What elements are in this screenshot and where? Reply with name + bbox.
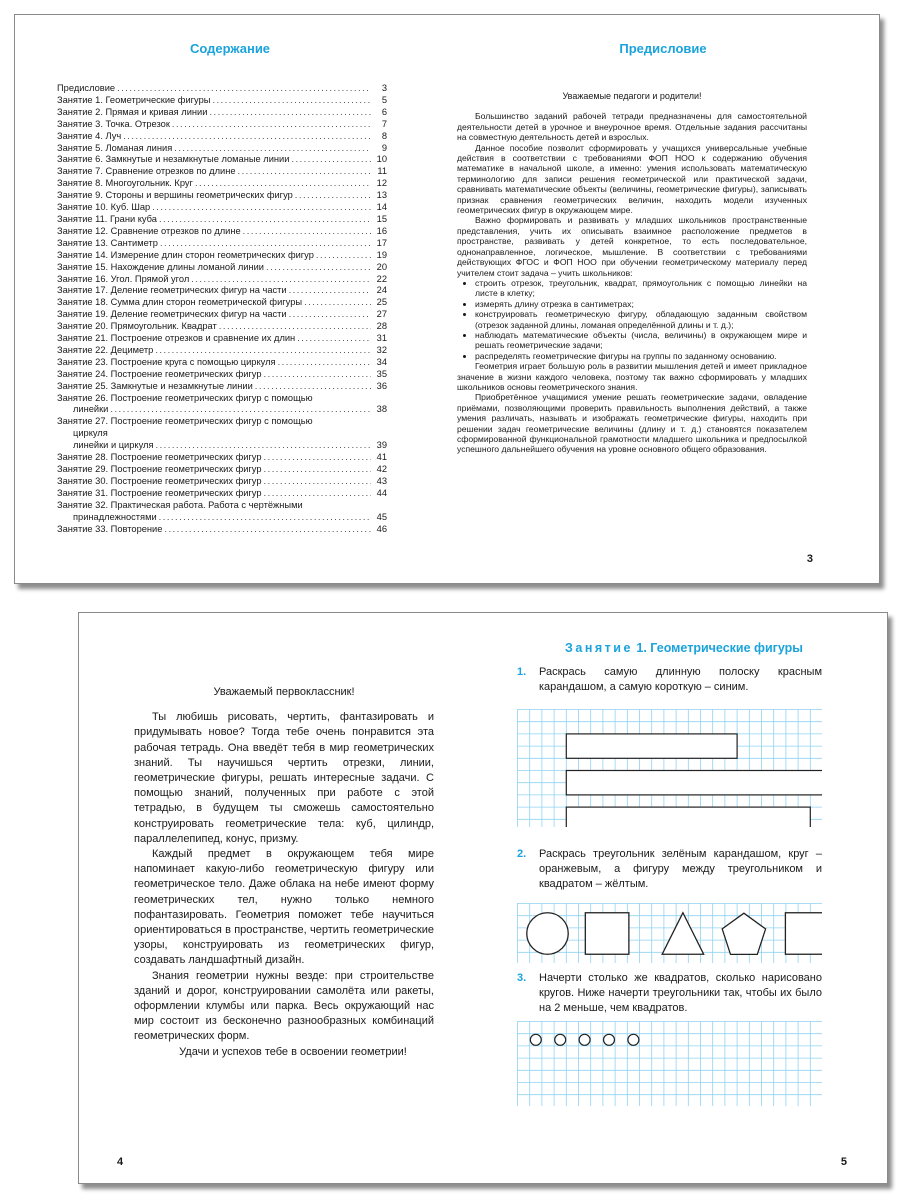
- preface-title: Предисловие: [619, 41, 707, 56]
- toc-entry: [57, 500, 387, 524]
- lesson-title-rest: 1. Геометрические фигуры: [632, 641, 803, 655]
- toc-entry-title: Занятие 5. Ломаная линия: [57, 142, 173, 153]
- toc-entry: [57, 154, 387, 166]
- toc-entry-title: Занятие 15. Нахождение длины ломаной линии: [57, 261, 264, 272]
- toc-entry: [57, 416, 387, 440]
- toc-leader-dots: [264, 488, 371, 500]
- toc-entry-title: Занятие 21. Построение отрезков и сравнение их длин: [57, 333, 296, 344]
- toc-entry: [57, 488, 387, 500]
- toc-entry: [57, 238, 387, 250]
- spread-contents-preface: [14, 14, 880, 584]
- toc-leader-dots: [291, 154, 371, 166]
- toc-entry-title: Занятие 32. Практическая работа. Работа с чертёжными: [57, 499, 303, 510]
- preface-paragraph: Приобретённое учащимися умение решать геометрические задачи, овладение приёмами, позволяющими проверить правильность выполнения действий, а также умения различать, называть и изображать геометрические фигуры, находить при решении задач геометрические величины (длину и т. д.) становятся показателем сформированной функциональной грамотности младшего школьника и предпосылкой успешного дальнейшего обучения на уровне основного общего образования.: [457, 392, 807, 455]
- toc-entry-page: 15: [376, 213, 387, 224]
- strip-1[interactable]: [566, 734, 737, 758]
- toc-entry-page: 39: [376, 440, 387, 451]
- toc-entry: [57, 190, 387, 202]
- page-number: 5: [840, 1156, 847, 1168]
- toc-entry: [57, 321, 387, 333]
- toc-entry-page: 6: [381, 106, 387, 117]
- preface-greeting: Уважаемые педагоги и родители!: [562, 91, 702, 101]
- task-text: Начерти столько же квадратов, сколько нарисовано кругов. Ниже начерти треугольники так, чтобы их было на 2 меньше, чем квадратов.: [539, 972, 822, 1014]
- toc-entry-page: 43: [376, 475, 387, 486]
- toc-entry-page: 46: [376, 523, 387, 534]
- toc-entry-title-cont: линейки и циркуля: [73, 440, 154, 451]
- task-text: Раскрась самую длинную полоску красным карандашом, а самую короткую – синим.: [539, 666, 822, 693]
- toc-entry-title: Занятие 6. Замкнутые и незамкнутые ломаные линии: [57, 154, 290, 165]
- task-text: Раскрась треугольник зелёным карандашом, круг – оранжевым, а фигуру между треугольником и квадратом – жёлтым.: [539, 848, 822, 890]
- toc-entry-title-cont: циркуля: [73, 428, 108, 439]
- contents-list: [57, 83, 387, 535]
- toc-entry: [57, 250, 387, 262]
- toc-entry-page: 42: [376, 464, 387, 474]
- toc-entry-title: Занятие 31. Построение геометрических фигур: [57, 487, 262, 498]
- toc-leader-dots: [164, 524, 371, 536]
- toc-leader-dots: [295, 190, 371, 202]
- task-number: 2.: [517, 848, 527, 860]
- toc-entry-page: 35: [376, 368, 387, 379]
- contents-page: [15, 15, 445, 583]
- toc-leader-dots: [304, 297, 371, 309]
- toc-entry-title: Занятие 8. Многоугольник. Круг: [57, 178, 193, 189]
- letter-greeting: Уважаемый первоклассник!: [213, 686, 355, 698]
- toc-entry-page: 38: [376, 404, 387, 415]
- toc-entry: [57, 452, 387, 464]
- preface-bullet: • строить отрезок, треугольник, квадрат, прямоугольник с помощью линейки на листе в клетку;: [475, 278, 807, 299]
- toc-entry-page: 11: [377, 166, 387, 177]
- toc-entry-title: Занятие 16. Угол. Прямой угол: [57, 273, 190, 284]
- preface-bullet: • конструировать геометрическую фигуру, обладающую заданным свойством (отрезок заданной длины, ломаная определённой длины и т. д.);: [475, 309, 807, 330]
- toc-entry: [57, 297, 387, 309]
- preface-bullet: • наблюдать математические объекты (числа, величины) в окружающем мире и решать геометрические задачи;: [475, 330, 807, 351]
- toc-entry-title: Занятие 9. Стороны и вершины геометрических фигур: [57, 190, 293, 201]
- toc-leader-dots: [160, 238, 371, 250]
- toc-entry: [57, 524, 387, 536]
- toc-entry-title: Занятие 12. Сравнение отрезков по длине: [57, 225, 241, 236]
- small-circle: [604, 1034, 615, 1045]
- toc-entry: [57, 440, 387, 452]
- toc-entry-page: 12: [376, 178, 387, 189]
- toc-entry-title: Занятие 13. Сантиметр: [57, 237, 158, 248]
- toc-entry: [57, 95, 387, 107]
- toc-entry: [57, 202, 387, 214]
- preface-paragraph: Данное пособие позволит сформировать у учащихся универсальные учебные действия в соответствии с требованиями ФОП НОО к содержанию обучения математике в начальной школе, а именно: умения использовать математическую терминологию для записи решения геометрической или практической задачи, сравнивать математические объекты (величины, геометрические фигуры), записывать признак сравнения геометрических величин, находить модели изученных геометрических фигур в окружающем мире.: [457, 142, 807, 216]
- toc-entry-title: Занятие 22. Дециметр: [57, 344, 154, 355]
- small-circle: [555, 1034, 566, 1045]
- toc-entry: [57, 262, 387, 274]
- toc-entry-title: Занятие 30. Построение геометрических фигур: [57, 475, 262, 486]
- toc-entry-title: Занятие 19. Деление геометрических фигур на части: [57, 309, 287, 320]
- toc-leader-dots: [174, 143, 371, 155]
- toc-entry-page: 19: [376, 249, 387, 260]
- toc-entry: [57, 333, 387, 345]
- toc-entry-title: Занятие 2. Прямая и кривая линии: [57, 106, 208, 117]
- toc-entry-title: Занятие 23. Построение круга с помощью циркуля: [57, 356, 276, 367]
- toc-entry-page: 31: [376, 333, 387, 344]
- toc-entry: [57, 226, 387, 238]
- toc-entry-title: Занятие 11. Грани куба: [57, 213, 157, 224]
- toc-entry-title: Предисловие: [57, 83, 116, 93]
- toc-leader-dots: [264, 369, 371, 381]
- preface-bullet: • распределять геометрические фигуры на группы по заданному основанию.: [475, 351, 807, 361]
- toc-entry: [57, 143, 387, 155]
- toc-entry: [57, 476, 387, 488]
- toc-leader-dots: [264, 452, 371, 464]
- task-number: 3.: [517, 972, 527, 984]
- toc-leader-dots: [289, 285, 371, 297]
- preface-paragraph: Геометрия играет большую роль в развитии мышления детей и имеет прикладное значение в жизни каждого человека, поэтому так важно сформировать у младших школьников основы геометрического знания.: [457, 361, 807, 392]
- letter-paragraph: Ты любишь рисовать, чертить, фантазировать и придумывать новое? Тогда тебе очень понравится эта рабочая тетрадь. Она введёт тебя в мир геометрических знаний. Ты научишься чертить отрезки, линии, геометрические фигуры, решать интересные задачи. С помощью знаний, полученных при работе с этой тетрадью, в будущем ты сможешь самостоятельно конструировать геометрические тела: куб, цилиндр, параллелепипед, конус, призму.: [134, 711, 434, 845]
- toc-entry-title: Занятие 25. Замкнутые и незамкнутые линии: [57, 380, 253, 391]
- toc-entry-title: Занятие 33. Повторение: [57, 523, 163, 534]
- preface-page: [445, 15, 880, 583]
- toc-entry-page: 44: [376, 487, 387, 498]
- toc-entry-title-cont: линейки: [73, 404, 109, 415]
- toc-leader-dots: [159, 214, 371, 226]
- toc-entry-page: 28: [376, 321, 387, 332]
- toc-entry-title: Занятие 24. Построение геометрических фигур: [57, 368, 262, 379]
- toc-leader-dots: [266, 262, 371, 274]
- toc-entry-page: 25: [376, 297, 387, 308]
- toc-entry: [57, 464, 387, 476]
- preface-paragraph: Большинство заданий рабочей тетради предназначены для самостоятельной деятельности детей в урочное и внеурочное время. Отдельные задания рассчитаны на совместную деятельность детей и взрослых.: [457, 111, 807, 143]
- toc-leader-dots: [152, 202, 371, 214]
- toc-entry-page: 3: [381, 83, 387, 93]
- toc-entry-title: Занятие 18. Сумма длин сторон геометрической фигуры: [57, 297, 303, 308]
- toc-entry-title: Занятие 26. Построение геометрических фигур с помощью: [57, 392, 313, 403]
- toc-leader-dots: [264, 464, 371, 476]
- toc-entry: [57, 345, 387, 357]
- toc-entry-title: Занятие 17. Деление геометрических фигур на части: [57, 285, 287, 296]
- pentagon-shape[interactable]: [722, 913, 765, 954]
- toc-entry-title: Занятие 3. Точка. Отрезок: [57, 118, 170, 129]
- toc-entry-title: Занятие 14. Измерение длин сторон геометрических фигур: [57, 249, 314, 260]
- toc-entry: [57, 309, 387, 321]
- toc-entry-page: 24: [376, 285, 387, 296]
- toc-leader-dots: [212, 95, 371, 107]
- toc-entry-page: 32: [376, 344, 387, 355]
- toc-entry-page: 14: [376, 202, 387, 213]
- toc-entry-page: 27: [376, 309, 387, 320]
- toc-leader-dots: [238, 166, 372, 178]
- task-1-grid: [517, 709, 822, 827]
- lesson-page: [484, 613, 888, 1183]
- spread-letter-lesson: [78, 612, 888, 1184]
- task-3-grid: [517, 1021, 822, 1106]
- toc-leader-dots: [219, 321, 371, 333]
- letter-body: [134, 685, 434, 1060]
- contents-title: Содержание: [189, 41, 271, 56]
- preface-paragraph: Важно формировать и развивать у младших школьников пространственные представления, учить их описывать взаимное расположение предметов в пространстве, развивать у детей конкретное, то есть последовательное, однонаправленное, логическое, мышление. В соответствии с требованиями действующих ФГОС и ФОП НОО при обучении геометрическому материалу перед учителем стоит задача – учить школьников:: [457, 215, 807, 278]
- toc-entry-page: 10: [376, 154, 387, 165]
- toc-leader-dots: [110, 404, 371, 416]
- toc-entry-title: Занятие 29. Построение геометрических фигур: [57, 464, 262, 474]
- toc-entry-page: 36: [376, 380, 387, 391]
- page-number: 3: [806, 553, 813, 565]
- toc-entry: [57, 393, 387, 417]
- toc-entry: [57, 214, 387, 226]
- task-2: [517, 847, 822, 892]
- strip-2[interactable]: [566, 771, 822, 795]
- page-number: 4: [117, 1156, 124, 1168]
- task-number: 1.: [517, 666, 527, 678]
- toc-entry-page: 41: [376, 452, 387, 463]
- toc-entry: [57, 274, 387, 286]
- toc-entry-page: 9: [381, 142, 387, 153]
- square-shape[interactable]: [785, 913, 822, 954]
- toc-entry-page: 5: [381, 94, 387, 105]
- toc-entry: [57, 166, 387, 178]
- lesson-title-prefix: Занятие: [565, 641, 633, 655]
- letter-closing: Удачи и успехов тебе в освоении геометрии!: [179, 1045, 407, 1058]
- toc-leader-dots: [297, 333, 371, 345]
- toc-leader-dots: [159, 512, 371, 524]
- toc-entry-title: Занятие 1. Геометрические фигуры: [57, 94, 211, 105]
- toc-entry-page: 8: [381, 130, 387, 141]
- toc-leader-dots: [289, 309, 371, 321]
- toc-leader-dots: [172, 119, 371, 131]
- toc-entry: [57, 83, 387, 95]
- toc-leader-dots: [191, 274, 371, 286]
- toc-entry: [57, 381, 387, 393]
- toc-leader-dots: [156, 440, 372, 452]
- toc-leader-dots: [117, 83, 371, 95]
- toc-entry: [57, 107, 387, 119]
- triangle-shape[interactable]: [662, 913, 703, 954]
- toc-leader-dots: [243, 226, 371, 238]
- task-1: [517, 665, 822, 695]
- toc-entry-page: 7: [381, 118, 387, 129]
- small-circle: [628, 1034, 639, 1045]
- toc-entry-page: 13: [376, 190, 387, 201]
- toc-entry-title: Занятие 10. Куб. Шар: [57, 202, 151, 213]
- toc-entry-page: 22: [376, 273, 387, 284]
- toc-entry-title: Занятие 28. Построение геометрических фигур: [57, 452, 262, 463]
- square-shape[interactable]: [585, 913, 629, 954]
- toc-entry-page: 34: [376, 356, 387, 367]
- letter-paragraph: Знания геометрии нужны везде: при строительстве зданий и дорог, конструировании самолёта или ракеты, оформлении клумбы или парка. Весь окружающий нас мир состоит из бесконечно разнообразных комбинаций геометрических форм.: [134, 969, 434, 1043]
- toc-entry: [57, 131, 387, 143]
- toc-leader-dots: [155, 345, 371, 357]
- toc-entry: [57, 357, 387, 369]
- toc-leader-dots: [209, 107, 371, 119]
- toc-leader-dots: [195, 178, 371, 190]
- task-2-grid: [517, 903, 822, 963]
- toc-leader-dots: [264, 476, 371, 488]
- toc-entry: [57, 178, 387, 190]
- preface-bullet-list: [457, 278, 807, 361]
- letter-page: [79, 613, 484, 1183]
- toc-leader-dots: [278, 357, 371, 369]
- preface-bullet: • измерять длину отрезка в сантиметрах;: [475, 299, 807, 309]
- toc-entry-page: 16: [376, 225, 387, 236]
- toc-entry-title: Занятие 27. Построение геометрических фигур с помощью: [57, 416, 313, 427]
- preface-body: [457, 91, 807, 455]
- toc-entry: [57, 119, 387, 131]
- toc-entry: [57, 369, 387, 381]
- grid-lines: [517, 1021, 822, 1106]
- toc-entry: [57, 285, 387, 297]
- toc-leader-dots: [123, 131, 371, 143]
- strip-3[interactable]: [566, 807, 810, 827]
- toc-leader-dots: [255, 381, 371, 393]
- small-circle: [530, 1034, 541, 1045]
- toc-entry-title: Занятие 20. Прямоугольник. Квадрат: [57, 321, 217, 332]
- toc-entry-title-cont: принадлежностями: [73, 511, 157, 522]
- circle-shape[interactable]: [527, 913, 568, 954]
- toc-entry-page: 17: [376, 237, 387, 248]
- letter-paragraph: Каждый предмет в окружающем тебя мире напоминает какую-либо геометрическую фигуру или геометрическое тело. Даже облака на небе имеют форму геометрических тел, нужно только немного пофантазировать. Геометрия поможет тебе научиться ориентироваться в пространстве, чертить геометрические узоры, конструировать из геометрических фигур, создавать ландшафтный дизайн.: [134, 848, 434, 967]
- toc-entry-title: Занятие 4. Луч: [57, 130, 122, 141]
- toc-leader-dots: [316, 250, 371, 262]
- toc-entry-title: Занятие 7. Сравнение отрезков по длине: [57, 166, 236, 177]
- lesson-title: [524, 641, 844, 655]
- toc-entry-page: 45: [376, 511, 387, 522]
- toc-entry-page: 20: [376, 261, 387, 272]
- task-3: [517, 971, 822, 1016]
- small-circle: [579, 1034, 590, 1045]
